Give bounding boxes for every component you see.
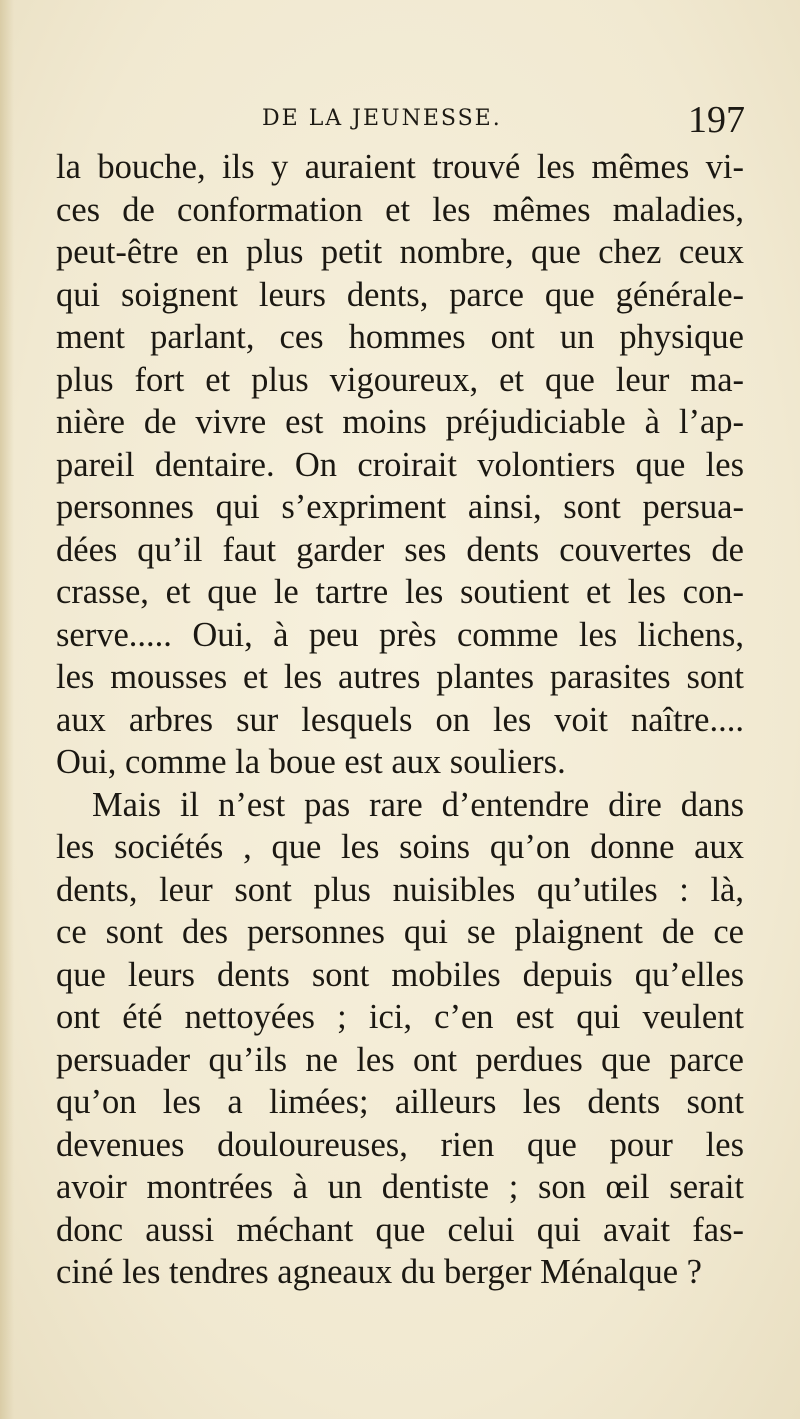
text-line: dents, leur sont plus nuisibles qu’utiles : là, — [56, 870, 744, 909]
text-line: peut-être en plus petit nombre, que chez ceux — [56, 233, 744, 271]
text-line: devenues douloureuses, rien que pour les — [56, 1125, 744, 1164]
text-line: qui soignent leurs dents, parce que générale- — [56, 275, 744, 314]
text-line: que leurs dents sont mobiles depuis qu’elles — [56, 955, 744, 994]
text-line: dées qu’il faut garder ses dents couvertes de — [56, 530, 744, 569]
page-number: 197 — [688, 99, 745, 141]
text-line: les mousses et les autres plantes parasites sont — [56, 658, 744, 696]
text-line: les sociétés , que les soins qu’on donne aux — [56, 828, 744, 866]
text-line: ont été nettoyées ; ici, c’en est qui veulent — [56, 998, 744, 1036]
text-line: donc aussi méchant que celui qui avait fas- — [56, 1210, 744, 1249]
text-line: aux arbres sur lesquels on les voit naître.... — [56, 700, 744, 739]
text-line: ment parlant, ces hommes ont un physique — [56, 318, 744, 356]
text-line: Oui, comme la boue est aux souliers. — [56, 743, 566, 781]
text-line: personnes qui s’expriment ainsi, sont persua- — [56, 488, 744, 526]
paragraph-first-line: Mais il n’est pas rare d’entendre dire dans — [92, 785, 744, 824]
text-line: persuader qu’ils ne les ont perdues que parce — [56, 1040, 744, 1079]
text-line: plus fort et plus vigoureux, et que leur ma- — [56, 360, 744, 399]
text-line: ce sont des personnes qui se plaignent de ce — [56, 913, 744, 951]
text-line: la bouche, ils y auraient trouvé les mêmes vi- — [56, 148, 744, 186]
text-line: avoir montrées à un dentiste ; son œil serait — [56, 1168, 744, 1206]
body-text — [0, 145, 800, 1295]
text-line: qu’on les a limées; ailleurs les dents sont — [56, 1083, 744, 1121]
text-line: nière de vivre est moins préjudiciable à l’ap- — [56, 403, 744, 441]
text-line: serve..... Oui, à peu près comme les lichens, — [56, 615, 744, 654]
text-line: crasse, et que le tartre les soutient et les con- — [56, 573, 744, 611]
text-line: pareil dentaire. On croirait volontiers que les — [56, 445, 744, 484]
running-head — [0, 98, 800, 141]
text-line: ces de conformation et les mêmes maladies, — [56, 190, 744, 229]
text-line: ciné les tendres agneaux du berger Ménalque ? — [56, 1253, 702, 1291]
running-head-title: DE LA JEUNESSE. — [262, 106, 502, 131]
